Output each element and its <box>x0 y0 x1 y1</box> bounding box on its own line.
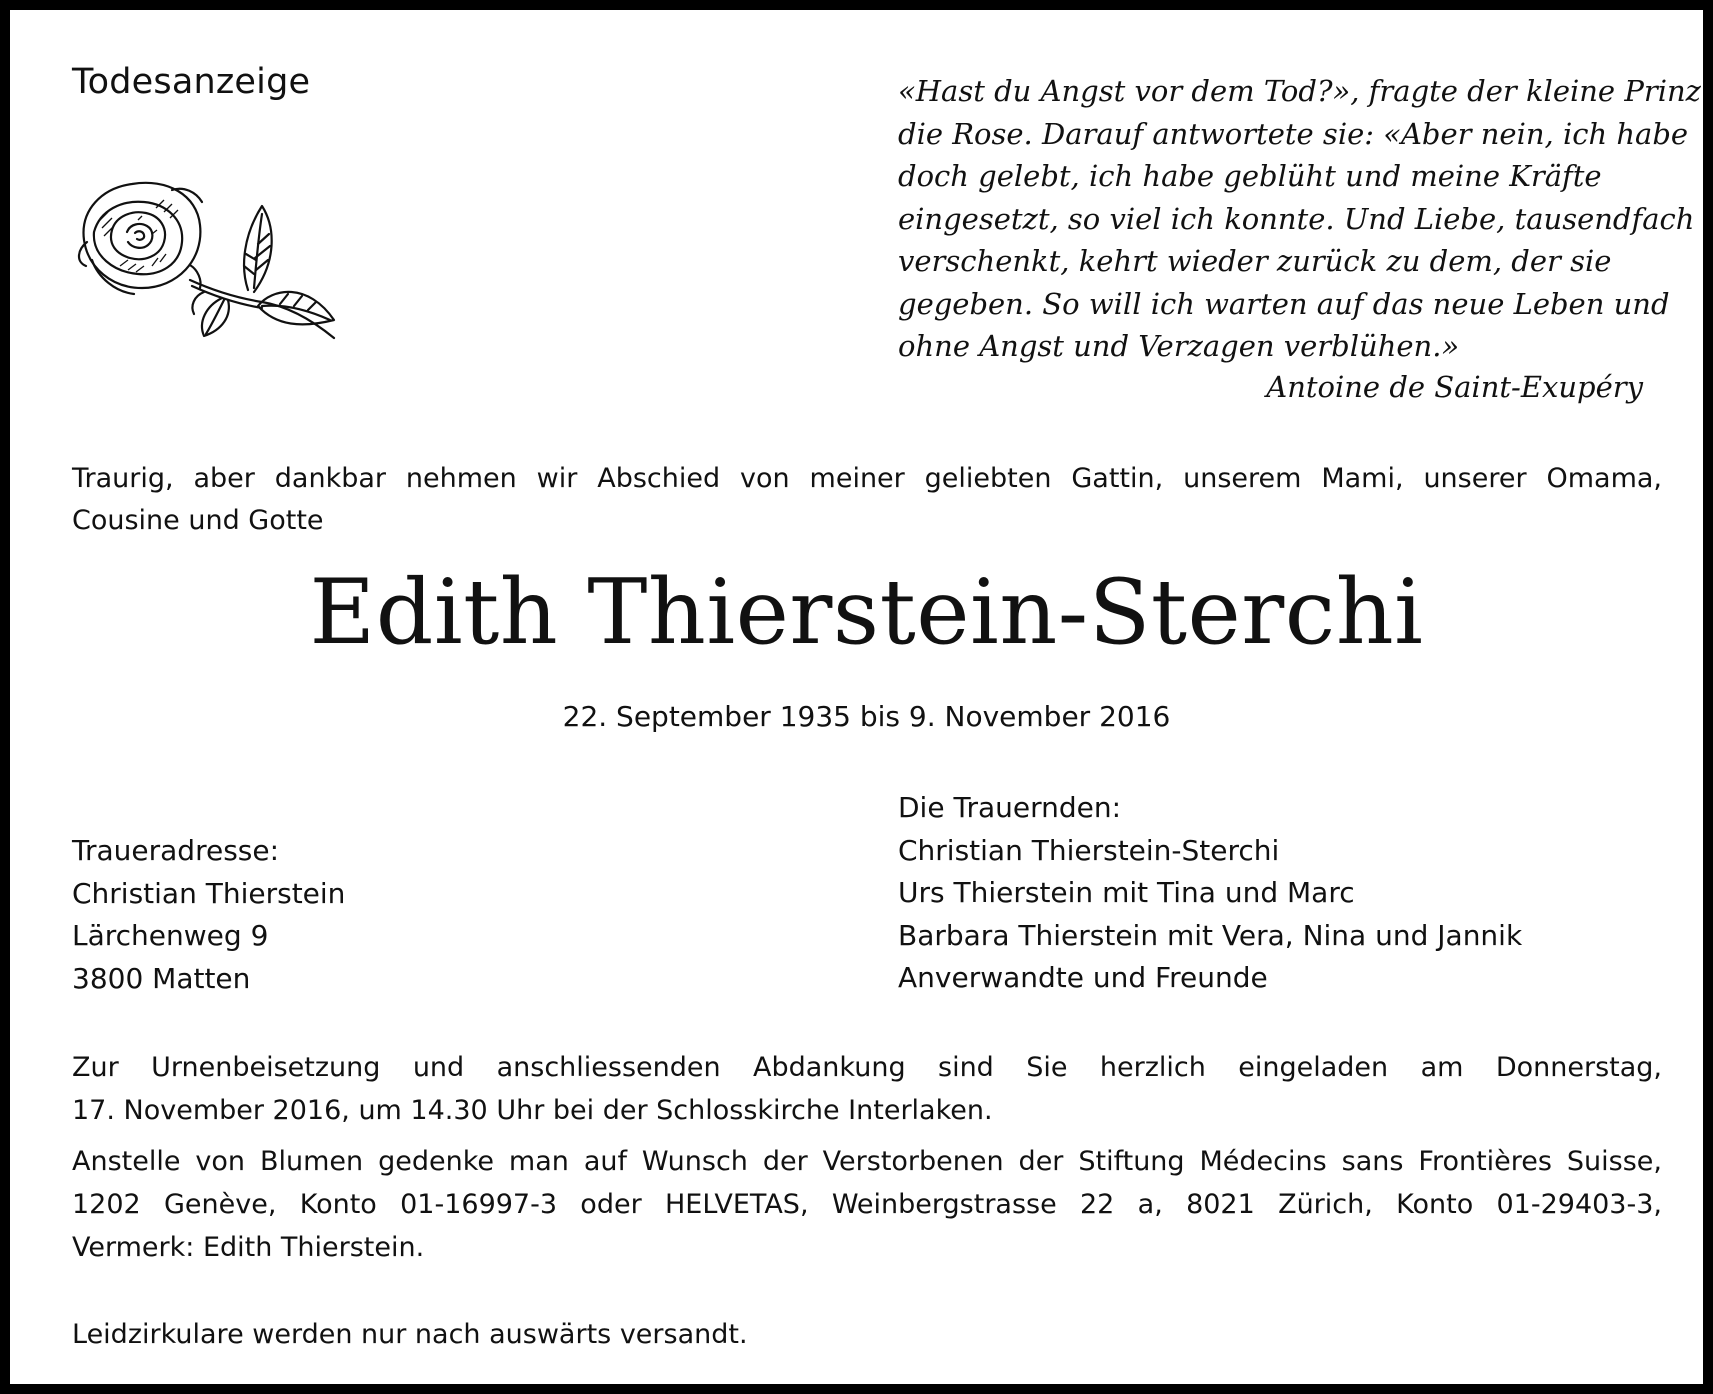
mourner-name: Barbara Thierstein mit Vera, Nina und Jannik <box>898 918 1523 952</box>
donation-line: Anstelle von Blumen gedenke man auf Wunsch der Verstorbenen der Stiftung Médecins sans Frontières Suisse, <box>72 1146 1662 1177</box>
donation-line: 1202 Genève, Konto 01-16997-3 oder HELVETAS, Weinbergstrasse 22 a, 8021 Zürich, Konto 01-29403-3, <box>72 1189 1662 1220</box>
address-label: Traueradresse: <box>72 834 280 867</box>
donation-request <box>72 1140 1662 1269</box>
mourner-name: Christian Thierstein-Sterchi <box>898 833 1280 867</box>
closing-note: Leidzirkulare werden nur nach auswärts versandt. <box>72 1319 748 1350</box>
mourners-list <box>898 787 1522 1000</box>
mourner-name: Anverwandte und Freunde <box>898 961 1268 994</box>
deceased-name: Edith Thierstein-Sterchi <box>309 560 1424 665</box>
intro-line: Cousine und Gotte <box>72 505 324 536</box>
quote-line: eingesetzt, so viel ich konnte. Und Liebe, tausendfach <box>898 201 1695 236</box>
quote-block <box>898 70 1701 368</box>
quote-line: verschenkt, kehrt wieder zurück zu dem, der sie <box>898 244 1612 278</box>
quote-author: Antoine de Saint-Exupéry <box>1266 370 1643 404</box>
funeral-invitation <box>72 1046 1662 1132</box>
notice-heading: Todesanzeige <box>72 62 311 102</box>
quote-line: ohne Angst und Verzagen verblühen.» <box>898 329 1460 363</box>
mourners-label: Die Trauernden: <box>898 791 1122 824</box>
intro-text <box>72 458 1662 542</box>
life-dates: 22. September 1935 bis 9. November 2016 <box>562 700 1171 733</box>
address-street: Lärchenweg 9 <box>72 919 269 952</box>
quote-line: doch gelebt, ich habe geblüht und meine Kräfte <box>898 159 1602 193</box>
address-name: Christian Thierstein <box>72 876 346 910</box>
address-city: 3800 Matten <box>72 961 251 995</box>
mourning-address <box>72 830 345 1000</box>
invitation-line: 17. November 2016, um 14.30 Uhr bei der Schlosskirche Interlaken. <box>72 1095 993 1126</box>
quote-line: gegeben. So will ich warten auf das neue Leben und <box>898 286 1670 321</box>
invitation-line: Zur Urnenbeisetzung und anschliessenden Abdankung sind Sie herzlich eingeladen am Donnerstag, <box>72 1052 1662 1083</box>
quote-line: die Rose. Darauf antwortete sie: «Aber nein, ich habe <box>898 116 1689 151</box>
rose-illustration-icon <box>72 170 342 340</box>
mourner-name: Urs Thierstein mit Tina und Marc <box>898 876 1355 909</box>
quote-line: «Hast du Angst vor dem Tod?», fragte der kleine Prinz <box>898 74 1701 108</box>
intro-line: Traurig, aber dankbar nehmen wir Abschied von meiner geliebten Gattin, unserem Mami, unserer Omama, <box>72 463 1662 494</box>
donation-line: Vermerk: Edith Thierstein. <box>72 1232 425 1263</box>
